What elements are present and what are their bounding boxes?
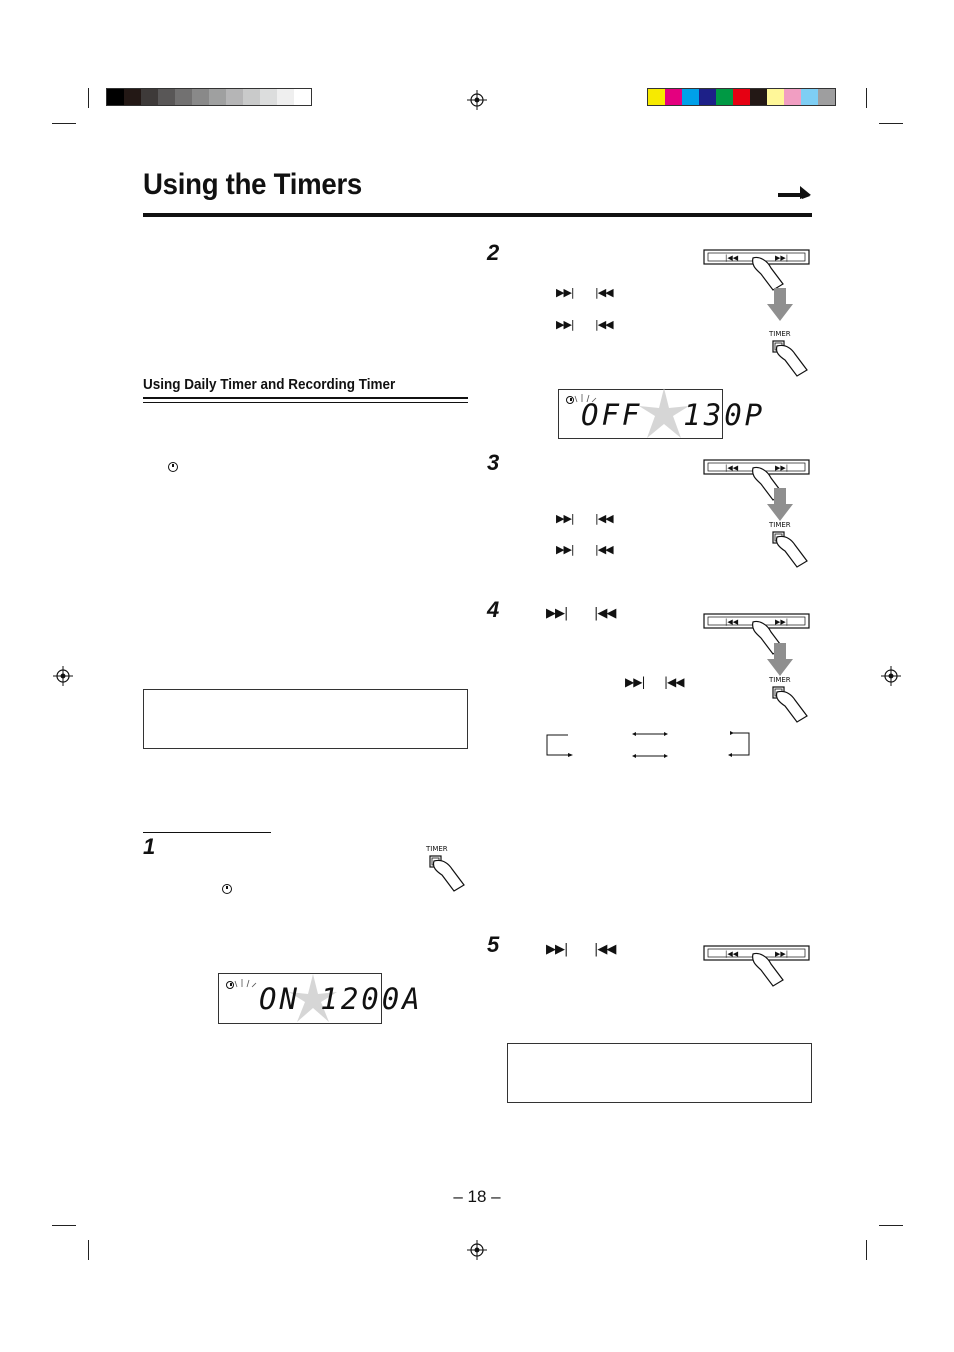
lcd-readout: ON 1200A [259, 982, 423, 1016]
next-button-icon: ▶▶| [546, 606, 568, 621]
timer-label: TIMER [426, 845, 448, 853]
svg-text:▶▶|: ▶▶| [775, 618, 789, 626]
step-divider-rule [143, 832, 271, 833]
skip-buttons-illustration [703, 940, 811, 990]
lcd-readout: OFF 130P [581, 398, 766, 432]
subheading-rule [143, 397, 468, 399]
source-cycle-diagram [540, 728, 755, 762]
color-swatch [107, 89, 124, 105]
step-number: 2 [487, 240, 500, 265]
timer-button-illustration [765, 676, 813, 726]
crop-mark [866, 1240, 867, 1260]
next-button-icon: ▶▶| [556, 318, 574, 331]
timer-label: TIMER [769, 330, 791, 338]
svg-text:▶▶|: ▶▶| [775, 464, 789, 472]
registration-mark-bottom [467, 1240, 487, 1260]
prev-button-icon: |◀◀ [664, 675, 684, 689]
next-button-icon: ▶▶| [556, 286, 574, 299]
down-arrow-icon [766, 488, 794, 522]
color-swatch [665, 89, 682, 105]
skip-buttons-illustration [703, 454, 811, 504]
color-swatch [175, 89, 192, 105]
next-button-icon: ▶▶| [556, 543, 574, 556]
color-swatch [192, 89, 209, 105]
color-calibration-bar [647, 88, 836, 106]
crop-mark [88, 88, 89, 108]
skip-buttons-illustration [703, 244, 811, 294]
registration-mark-right [881, 666, 901, 686]
timer-label: TIMER [769, 676, 791, 684]
color-swatch [158, 89, 175, 105]
color-swatch [682, 89, 699, 105]
crop-mark [879, 1225, 903, 1226]
color-swatch [784, 89, 801, 105]
timer-clock-icon [222, 884, 232, 894]
color-swatch [124, 89, 141, 105]
crop-mark [88, 1240, 89, 1260]
color-swatch [141, 89, 158, 105]
page-title: Using the Timers [143, 168, 363, 201]
svg-text:|◀◀: |◀◀ [725, 950, 739, 958]
gray-scale-bar [106, 88, 312, 106]
note-box-right [507, 1043, 812, 1103]
color-swatch [277, 89, 294, 105]
prev-button-icon: |◀◀ [595, 512, 613, 525]
timer-button-illustration [765, 521, 813, 571]
next-button-icon: ▶▶| [625, 675, 645, 689]
crop-mark [879, 123, 903, 124]
step-number: 4 [487, 597, 500, 622]
prev-button-icon: |◀◀ [595, 286, 613, 299]
step-number: 1 [143, 834, 156, 859]
section-subheading: Using Daily Timer and Recording Timer [143, 376, 396, 393]
crop-mark [52, 123, 76, 124]
svg-text:▶▶|: ▶▶| [775, 950, 789, 958]
color-swatch [733, 89, 750, 105]
continue-arrow-icon [776, 180, 812, 200]
color-swatch [209, 89, 226, 105]
note-box-left [143, 689, 468, 749]
color-swatch [699, 89, 716, 105]
color-swatch [243, 89, 260, 105]
next-button-icon: ▶▶| [546, 942, 568, 957]
prev-button-icon: |◀◀ [594, 942, 616, 957]
down-arrow-icon [766, 288, 794, 322]
svg-text:▶▶|: ▶▶| [775, 254, 789, 262]
timer-button-illustration [420, 845, 468, 895]
step-number: 5 [487, 932, 500, 957]
down-arrow-icon [766, 643, 794, 677]
crop-mark [52, 1225, 76, 1226]
page-number: – 18 – [453, 1187, 501, 1206]
lcd-display-step1 [218, 973, 423, 1024]
prev-button-icon: |◀◀ [595, 318, 613, 331]
svg-text:|◀◀: |◀◀ [725, 618, 739, 626]
color-swatch [716, 89, 733, 105]
timer-clock-icon [168, 462, 178, 472]
timer-label: TIMER [769, 521, 791, 529]
next-button-icon: ▶▶| [556, 512, 574, 525]
svg-text:|◀◀: |◀◀ [725, 254, 739, 262]
registration-mark-left [53, 666, 73, 686]
registration-mark-top [467, 90, 487, 110]
color-swatch [767, 89, 784, 105]
color-swatch [260, 89, 277, 105]
color-swatch [750, 89, 767, 105]
skip-buttons-illustration [703, 608, 811, 658]
step-number: 3 [487, 450, 500, 475]
timer-button-illustration [765, 330, 813, 380]
lcd-display-step2 [558, 389, 766, 439]
subheading-rule [143, 402, 468, 403]
color-swatch [226, 89, 243, 105]
prev-button-icon: |◀◀ [595, 543, 613, 556]
color-swatch [648, 89, 665, 105]
color-swatch [818, 89, 835, 105]
svg-text:|◀◀: |◀◀ [725, 464, 739, 472]
prev-button-icon: |◀◀ [594, 606, 616, 621]
color-swatch [801, 89, 818, 105]
title-rule [143, 213, 812, 217]
crop-mark [866, 88, 867, 108]
color-swatch [294, 89, 311, 105]
